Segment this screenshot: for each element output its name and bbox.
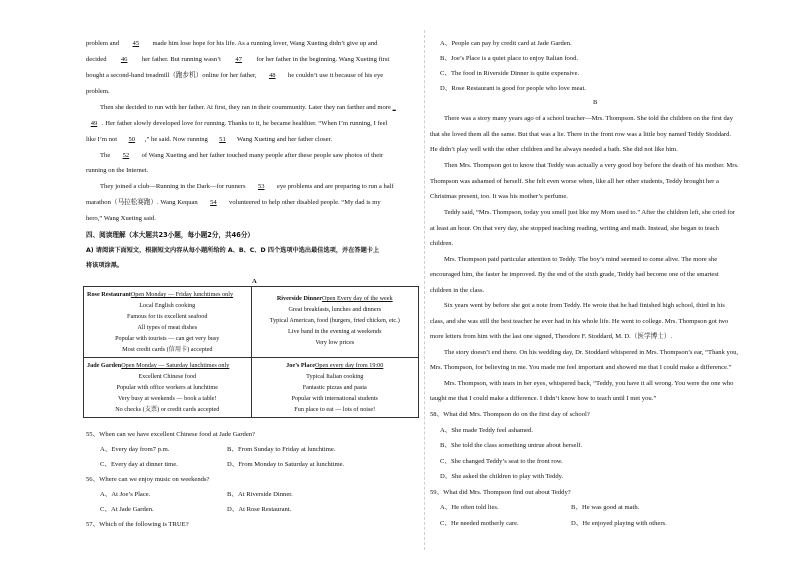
text-line: He didn’t play well with the other children and he always needed a bath. She did not like him. <box>430 146 678 153</box>
text-line: problem. <box>86 88 110 95</box>
option: A、At Joe’s Place. <box>100 491 151 498</box>
text-line: taught me that I could make a difference. I didn’t know how to teach until I met you.” <box>430 395 657 402</box>
blank-54: 54 <box>210 199 217 206</box>
text-line: decided 46 her father. But running wasn’t 47 for her father in the beginning. Wang Xueting first <box>86 56 390 63</box>
question-59: 59、What did Mrs. Thompson find out about Teddy? <box>430 489 571 496</box>
ad-jade-garden: Jade GardenOpen Monday — Saturday lunchtimes only Excellent Chinese food Popular with office workers at lunchtime Very busy at weekends — book a table! No checks (支票) or credit cards accepted <box>84 358 252 418</box>
text-line: They joined a club—Running in the Dark—for runners 53 eye problems and are preparing to run a half <box>100 183 394 190</box>
question-58: 58、What did Mrs. Thompson do on the first day of school? <box>430 411 590 418</box>
text-line: encouraged him, the faster he improved. By the end of the sixth grade, Teddy had become one of the smartest <box>430 271 719 278</box>
question-55: 55、When can we have excellent Chinese food at Jade Garden? <box>86 431 255 438</box>
option: B、He was good at math. <box>571 504 640 511</box>
instruction-line: 将该项涂黑。 <box>86 262 124 269</box>
blank-49: 49 <box>90 120 98 127</box>
text-line: children in the class. <box>430 287 485 294</box>
text-line: Mrs. Thompson, for believing in me. You made me feel important and showed me that I could make a difference.” <box>430 364 732 371</box>
option: D、Rose Restaurant is good for people who love meat. <box>440 85 586 92</box>
blank-52: 52 <box>122 152 130 159</box>
text-line: Thompson was ashamed of herself. She felt even worse when, like all her other students, Teddy brought her a <box>430 178 719 185</box>
option: C、Every day at dinner time. <box>100 461 178 468</box>
option: A、People can pay by credit card at Jade Garden. <box>440 40 572 47</box>
option: D、At Rose Restaurant. <box>227 506 292 513</box>
option: A、He often told lies. <box>440 504 499 511</box>
text-line: marathon（马拉松赛跑）. Wang Kequan 54 volunteered to help other disabled people. “My dad is my <box>86 199 381 206</box>
text-line: Teddy said, “Mrs. Thompson, today you smell just like my Mom used to.” After the children left, she cried for <box>444 209 735 216</box>
text-line: The story doesn’t end there. On his wedding day, Dr. Stoddard whispered in Mrs. Thompson’s ear, “Thank you, <box>444 349 739 356</box>
option: B、From Sunday to Friday at lunchtime. <box>227 446 336 453</box>
ad-rose-restaurant: Rose RestaurantOpen Monday — Friday lunchtimes only Local English cooking Famous for its excellent seafood All types of meat dishes Popular with tourists — can get very busy Most credit cards (信用卡) accepted <box>84 287 252 358</box>
instruction-line: A) 请阅读下面短文，根据短文内容从每小题所给的 A、B、C、D 四个选项中选出最佳选项，并在答题卡上 <box>86 247 380 254</box>
blank-48: 48 <box>268 72 276 79</box>
text-line: Mrs. Thompson paid particular attention to Teddy. The boy’s mind seemed to come alive. The more she <box>444 256 718 263</box>
text-line: Six years went by before she got a note from Teddy. He wrote that he had finished high school, third in his <box>444 302 725 309</box>
blank-53: 53 <box>257 183 265 190</box>
text-line: Christmas present, too. It was his mother’s perfume. <box>430 193 568 200</box>
option: B、At Riverside Dinner. <box>227 491 293 498</box>
restaurant-ads-table <box>83 286 419 418</box>
text-line: class, and she was still the best teacher he ever had in his whole life. He went to college. Mrs. Thompson got two <box>430 318 729 325</box>
text-line: There was a story many years ago of a school teacher—Mrs. Thompson. She told the children on the first day <box>444 115 734 122</box>
blank-46: 46 <box>120 56 128 63</box>
text-line: like I’m not 50 ,” he said. Now running 51 Wang Xueting and her father closer. <box>86 136 333 143</box>
option: D、He enjoyed playing with others. <box>571 520 667 527</box>
blank-50: 50 <box>128 136 136 143</box>
question-57: 57、Which of the following is TRUE? <box>86 521 189 528</box>
text-line: Mrs. Thompson, with tears in her eyes, whispered back, “Teddy, you have it all wrong. You were the one who <box>444 380 734 387</box>
column-divider <box>424 30 425 550</box>
question-56: 56、Where can we enjoy music on weekends? <box>86 476 210 483</box>
text-line: hero,” Wang Xueting said. <box>86 215 156 222</box>
text-line: running on the Internet. <box>86 167 149 174</box>
text-line: 49 . Her father slowly developed love for running. Thanks to it, he became healthier. “When I’m running, I feel <box>86 121 387 128</box>
text-line: problem and 45 made him lose hope for his life. As a running lover, Wang Xueting didn’t give up and <box>86 40 378 47</box>
option: D、She asked the children to play with Teddy. <box>440 473 564 480</box>
option: B、Joe’s Place is a quiet place to enjoy Italian food. <box>440 55 579 62</box>
option: C、He needed motherly care. <box>440 520 519 527</box>
text-line: more letters from him with the last one signed, Theodore F. Stoddard, M. D.（医学博士）. <box>430 333 673 340</box>
option: A、Every day from7 p.m. <box>100 446 170 453</box>
option: A、She made Teddy feel ashamed. <box>440 427 533 434</box>
passage-label-a: A <box>252 278 257 285</box>
blank-51: 51 <box>219 136 226 143</box>
option: C、At Jade Garden. <box>100 506 154 513</box>
blank-45: 45 <box>132 40 140 47</box>
passage-label-b: B <box>593 99 598 106</box>
text-line: The 52 of Wang Xueting and her father touched many people after these people saw photos of their <box>100 152 384 159</box>
option: C、She changed Teddy’s seat to the front row. <box>440 458 563 465</box>
option: C、The food in Riverside Dinner is quite expensive. <box>440 70 580 77</box>
option: D、From Monday to Saturday at lunchtime. <box>227 461 345 468</box>
ad-riverside-dinner: Riverside DinnerOpen Every day of the week Great breakfasts, lunches and dinners Typical American, food (burgers, fried chicken, etc.) Live band in the evening at weekends Very low prices <box>251 287 419 358</box>
text-line: Then Mrs. Thompson got to know that Teddy was actually a very good boy before the death of his mother. Mrs. <box>444 162 739 169</box>
text-line: children. <box>430 240 454 247</box>
ad-joes-place: Joe’s PlaceOpen every day from 19:00 Typical Italian cooking Fantastic pizzas and pasta Popular with international students Fun place to eat — lots of noise! <box>251 358 419 418</box>
text-line: at least an hour. On that very day, she stopped teaching reading, writing and math. Instead, she began to teach <box>430 225 719 232</box>
option: B、She told the class something untrue about herself. <box>440 442 583 449</box>
section-heading: 四、阅读理解（本大题共23小题，每小题2分，共46分） <box>86 231 255 239</box>
text-line: Then she decided to run with her father. At first, they ran in their coummunity. Later they ran farther and more _ <box>100 104 396 111</box>
blank-47: 47 <box>235 56 242 63</box>
text-line: bought a second-hand treadmill（跑步机）online for her father, 48 he couldn’t use it because of his eye <box>86 72 384 79</box>
text-line: that she loved them all the same. But that was a lie. There in the front row was a little boy named Teddy Stoddard. <box>430 131 732 138</box>
